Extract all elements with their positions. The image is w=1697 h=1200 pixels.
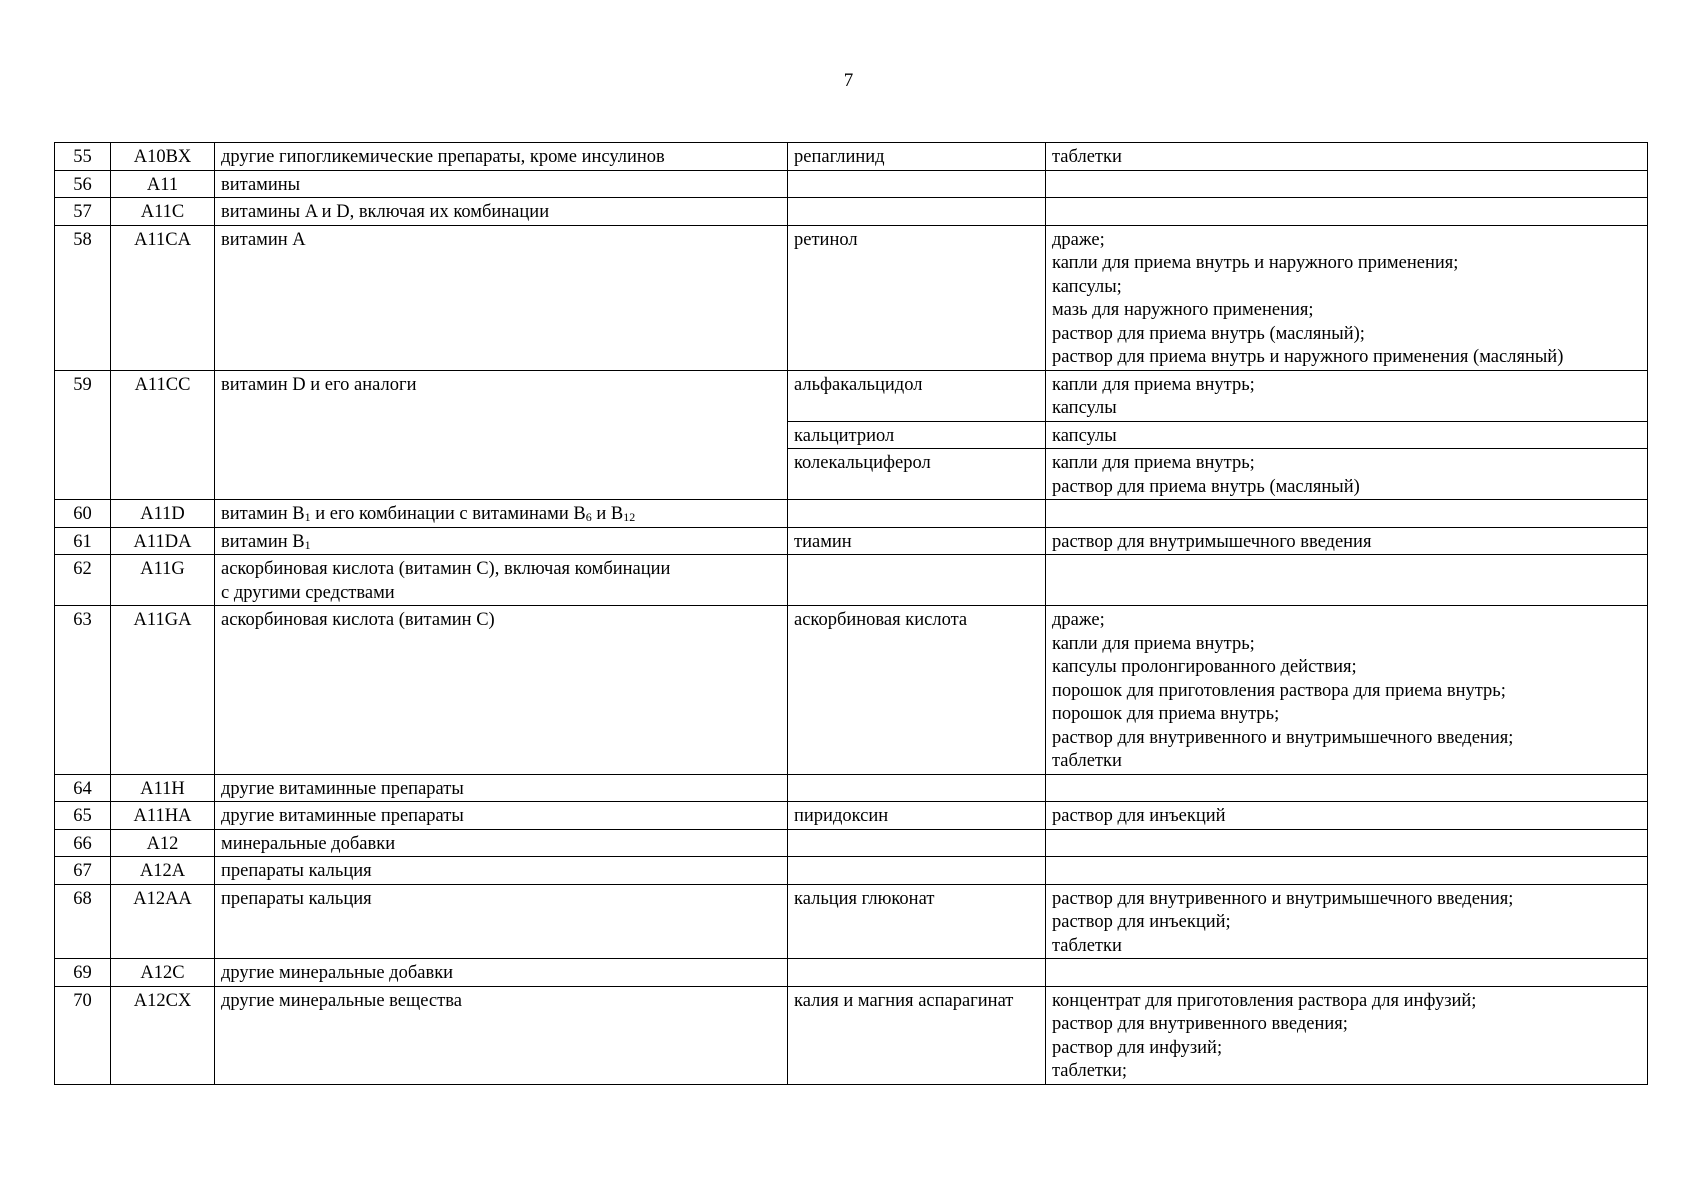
- row-number-cell: 61: [55, 527, 111, 555]
- atc-code-cell: A11CC: [111, 370, 215, 500]
- row-number-cell: 67: [55, 857, 111, 885]
- dosage-forms-cell: [1046, 449, 1648, 500]
- dosage-form-line: порошок для приготовления раствора для приема внутрь;: [1052, 680, 1506, 701]
- anatomical-group-cell: препараты кальция: [215, 857, 788, 885]
- vitamin-subscript: 12: [623, 510, 636, 524]
- drug-name-cell: альфакальцидол: [788, 370, 1046, 421]
- dosage-forms-cell: [1046, 143, 1648, 171]
- atc-code-cell: A11CA: [111, 225, 215, 370]
- vitamin-subscript: 1: [304, 537, 311, 552]
- dosage-form-line: раствор для инъекций;: [1052, 912, 1231, 932]
- dosage-form-line: капли для приема внутрь;: [1052, 633, 1255, 654]
- dosage-forms-cell: [1046, 225, 1648, 370]
- dosage-forms-cell: [1046, 527, 1648, 555]
- table-row: [55, 802, 1648, 830]
- drug-name-cell: тиамин: [788, 527, 1046, 555]
- drug-name-cell: кальция глюконат: [788, 884, 1046, 959]
- drug-name-cell: пиридоксин: [788, 802, 1046, 830]
- row-number-cell: 70: [55, 986, 111, 1084]
- dosage-form-line: раствор для внутримышечного введения: [1052, 531, 1372, 552]
- dosage-form-line: раствор для внутривенного и внутримышечного введения;: [1052, 727, 1514, 748]
- atc-code-cell: A12AA: [111, 884, 215, 959]
- anatomical-group-cell: витамин D и его аналоги: [215, 370, 788, 500]
- dosage-form-line: порошок для приема внутрь;: [1052, 704, 1280, 724]
- drug-name-cell: калия и магния аспарагинат: [788, 986, 1046, 1084]
- atc-code-cell: A11D: [111, 500, 215, 528]
- table-row: [55, 555, 1648, 606]
- anatomical-group-cell: витамины A и D, включая их комбинации: [215, 198, 788, 226]
- dosage-form-line: раствор для приема внутрь и наружного применения (масляный): [1052, 347, 1564, 367]
- table-row: [55, 170, 1648, 198]
- dosage-forms-cell: [1046, 555, 1648, 606]
- dosage-form-line: таблетки;: [1052, 1061, 1128, 1081]
- anatomical-group-cell: препараты кальция: [215, 884, 788, 959]
- dosage-forms-cell: [1046, 421, 1648, 449]
- dosage-form-line: капли для приема внутрь;: [1052, 453, 1255, 473]
- row-number-cell: 68: [55, 884, 111, 959]
- drug-name-cell: [788, 555, 1046, 606]
- drug-name-cell: [788, 170, 1046, 198]
- atc-code-cell: A11HA: [111, 802, 215, 830]
- anatomical-group-cell: витамин A: [215, 225, 788, 370]
- drug-name-cell: [788, 500, 1046, 528]
- atc-code-cell: A12: [111, 829, 215, 857]
- dosage-form-line: капсулы;: [1052, 276, 1122, 297]
- group-text-line: аскорбиновая кислота (витамин C), включая комбинации: [221, 559, 671, 579]
- dosage-form-line: раствор для приема внутрь (масляный);: [1052, 323, 1365, 344]
- dosage-form-line: капли для приема внутрь и наружного применения;: [1052, 253, 1459, 273]
- table-row: [55, 143, 1648, 171]
- vitamin-subscript: 6: [585, 510, 592, 524]
- dosage-form-line: драже;: [1052, 610, 1105, 630]
- dosage-forms-cell: [1046, 884, 1648, 959]
- drug-name-cell: колекальциферол: [788, 449, 1046, 500]
- anatomical-group-cell: другие минеральные добавки: [215, 959, 788, 987]
- drug-name-cell: [788, 774, 1046, 802]
- table-row: [55, 606, 1648, 775]
- dosage-form-line: капсулы: [1052, 425, 1117, 446]
- drug-list-table: [54, 142, 1648, 1085]
- atc-code-cell: A11GA: [111, 606, 215, 775]
- drug-name-cell: ретинол: [788, 225, 1046, 370]
- atc-code-cell: A10BX: [111, 143, 215, 171]
- row-number-cell: 55: [55, 143, 111, 171]
- anatomical-group-cell: другие минеральные вещества: [215, 986, 788, 1084]
- atc-code-cell: A11C: [111, 198, 215, 226]
- table-row: [55, 857, 1648, 885]
- atc-code-cell: A12C: [111, 959, 215, 987]
- dosage-form-line: раствор для инъекций: [1052, 806, 1226, 826]
- table-body: [55, 143, 1648, 1085]
- anatomical-group-cell: другие гипогликемические препараты, кроме инсулинов: [215, 143, 788, 171]
- table-row: [55, 527, 1648, 555]
- dosage-form-line: раствор для внутривенного и внутримышечного введения;: [1052, 888, 1514, 909]
- table-row: [55, 198, 1648, 226]
- anatomical-group-cell: минеральные добавки: [215, 829, 788, 857]
- anatomical-group-cell: [215, 555, 788, 606]
- dosage-forms-cell: [1046, 802, 1648, 830]
- atc-code-cell: A12A: [111, 857, 215, 885]
- anatomical-group-cell: витамины: [215, 170, 788, 198]
- row-number-cell: 56: [55, 170, 111, 198]
- table-row: [55, 829, 1648, 857]
- row-number-cell: 59: [55, 370, 111, 500]
- row-number-cell: 62: [55, 555, 111, 606]
- drug-name-cell: [788, 198, 1046, 226]
- table-row: [55, 225, 1648, 370]
- atc-code-cell: A11: [111, 170, 215, 198]
- table-row: [55, 884, 1648, 959]
- atc-code-cell: A11DA: [111, 527, 215, 555]
- group-text-part: и B: [591, 504, 624, 524]
- row-number-cell: 57: [55, 198, 111, 226]
- table-row: [55, 500, 1648, 528]
- dosage-form-line: капли для приема внутрь;: [1052, 374, 1255, 395]
- row-number-cell: 69: [55, 959, 111, 987]
- dosage-form-line: таблетки: [1052, 147, 1122, 167]
- vitamin-subscript: 1: [304, 510, 311, 524]
- dosage-form-line: драже;: [1052, 229, 1105, 250]
- row-number-cell: 60: [55, 500, 111, 528]
- row-number-cell: 63: [55, 606, 111, 775]
- dosage-form-line: таблетки: [1052, 751, 1122, 771]
- dosage-form-line: раствор для инфузий;: [1052, 1037, 1223, 1058]
- row-number-cell: 66: [55, 829, 111, 857]
- row-number-cell: 64: [55, 774, 111, 802]
- row-number-cell: 65: [55, 802, 111, 830]
- dosage-forms-cell: [1046, 857, 1648, 885]
- drug-name-cell: [788, 857, 1046, 885]
- anatomical-group-cell: [215, 500, 788, 528]
- dosage-forms-cell: [1046, 198, 1648, 226]
- dosage-form-line: таблетки: [1052, 935, 1122, 956]
- drug-name-cell: аскорбиновая кислота: [788, 606, 1046, 775]
- group-text-part: витамин B: [221, 504, 305, 524]
- group-text-part: витамин B: [221, 531, 305, 552]
- atc-code-cell: A11H: [111, 774, 215, 802]
- group-text-part: и его комбинации с витаминами B: [310, 504, 586, 524]
- table-row: [55, 774, 1648, 802]
- drug-name-cell: репаглинид: [788, 143, 1046, 171]
- dosage-form-line: капсулы пролонгированного действия;: [1052, 657, 1357, 677]
- dosage-form-line: мазь для наружного применения;: [1052, 300, 1314, 320]
- dosage-form-line: капсулы: [1052, 398, 1117, 418]
- row-number-cell: 58: [55, 225, 111, 370]
- dosage-forms-cell: [1046, 606, 1648, 775]
- dosage-forms-cell: [1046, 170, 1648, 198]
- anatomical-group-cell: другие витаминные препараты: [215, 802, 788, 830]
- table-row: [55, 986, 1648, 1084]
- atc-code-cell: A11G: [111, 555, 215, 606]
- dosage-forms-cell: [1046, 829, 1648, 857]
- dosage-forms-cell: [1046, 370, 1648, 421]
- anatomical-group-cell: [215, 527, 788, 555]
- table-row: [55, 959, 1648, 987]
- page-number: 7: [843, 70, 854, 91]
- dosage-form-line: раствор для приема внутрь (масляный): [1052, 476, 1360, 497]
- group-text-line: с другими средствами: [221, 582, 395, 603]
- dosage-form-line: концентрат для приготовления раствора для инфузий;: [1052, 990, 1477, 1011]
- drug-name-cell: кальцитриол: [788, 421, 1046, 449]
- drug-name-cell: [788, 959, 1046, 987]
- table-row: [55, 370, 1648, 421]
- drug-name-cell: [788, 829, 1046, 857]
- anatomical-group-cell: другие витаминные препараты: [215, 774, 788, 802]
- dosage-forms-cell: [1046, 500, 1648, 528]
- atc-code-cell: A12CX: [111, 986, 215, 1084]
- anatomical-group-cell: аскорбиновая кислота (витамин C): [215, 606, 788, 775]
- dosage-forms-cell: [1046, 774, 1648, 802]
- dosage-forms-cell: [1046, 959, 1648, 987]
- dosage-forms-cell: [1046, 986, 1648, 1084]
- dosage-form-line: раствор для внутривенного введения;: [1052, 1014, 1348, 1034]
